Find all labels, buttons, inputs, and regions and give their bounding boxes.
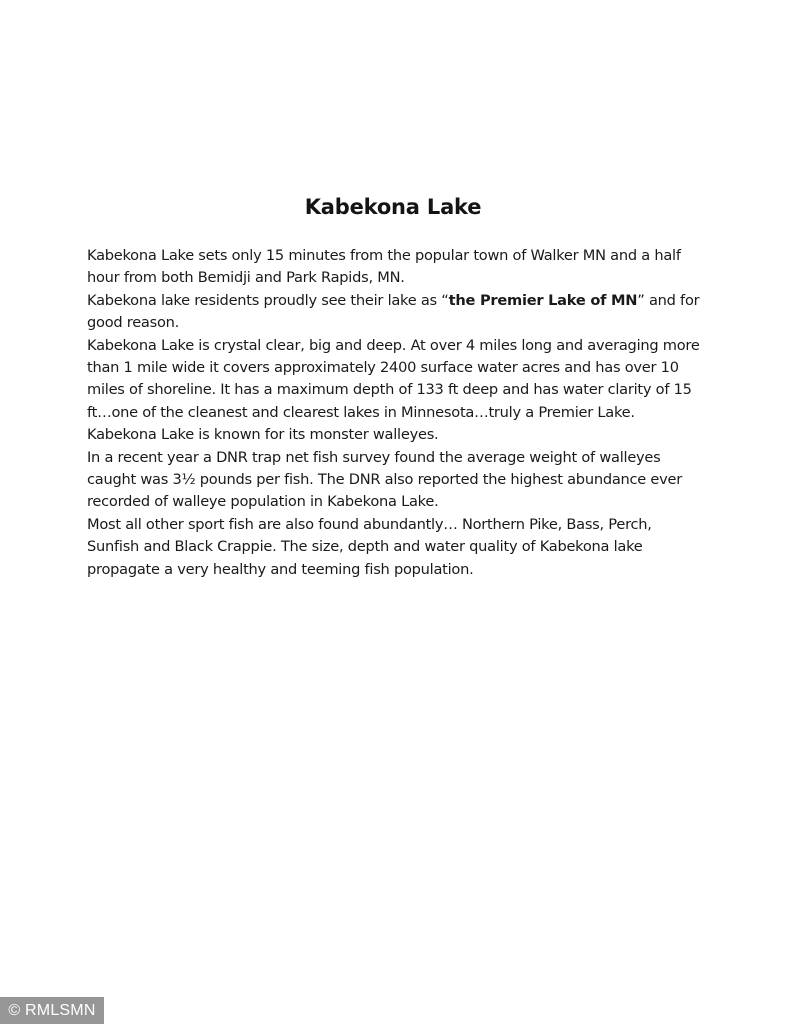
paragraph-residents-lead: Kabekona lake residents proudly see their lake as “ <box>87 291 449 309</box>
paragraph-residents-tail: ” and for good reason. <box>87 291 700 332</box>
copyright-watermark: © RMLSMN <box>0 997 104 1024</box>
paragraph-location: Kabekona Lake sets only 15 minutes from the popular town of Walker MN and a half hour from both Bemidji and Park Rapids, MN. <box>87 247 681 287</box>
document-body <box>87 245 703 581</box>
premier-lake-emphasis: the Premier Lake of MN <box>448 291 638 309</box>
paragraph-dnr-survey: In a recent year a DNR trap net fish survey found the average weight of walleyes caught was 3½ pounds per fish. The DNR also reported the highest abundance ever recorded of walleye population in Kabekona Lake. <box>87 448 683 511</box>
paragraph-walleyes: Kabekona Lake is known for its monster walleyes. <box>87 426 439 444</box>
paragraph-residents <box>87 290 703 335</box>
paragraph-sport-fish: Most all other sport fish are also found abundantly… Northern Pike, Bass, Perch, Sunfish and Black Crappie. The size, depth and water quality of Kabekona lake propagate a very healthy and teeming fish population. <box>87 515 652 578</box>
paragraph-lake-description: Kabekona Lake is crystal clear, big and deep. At over 4 miles long and averaging more than 1 mile wide it covers approximately 2400 surface water acres and has over 10 miles of shoreline. It has a maximum depth of 133 ft deep and has water clarity of 15 ft…one of the cleanest and clearest lakes in Minnesota…truly a Premier Lake. <box>87 336 700 421</box>
page-title: Kabekona Lake <box>304 195 482 219</box>
